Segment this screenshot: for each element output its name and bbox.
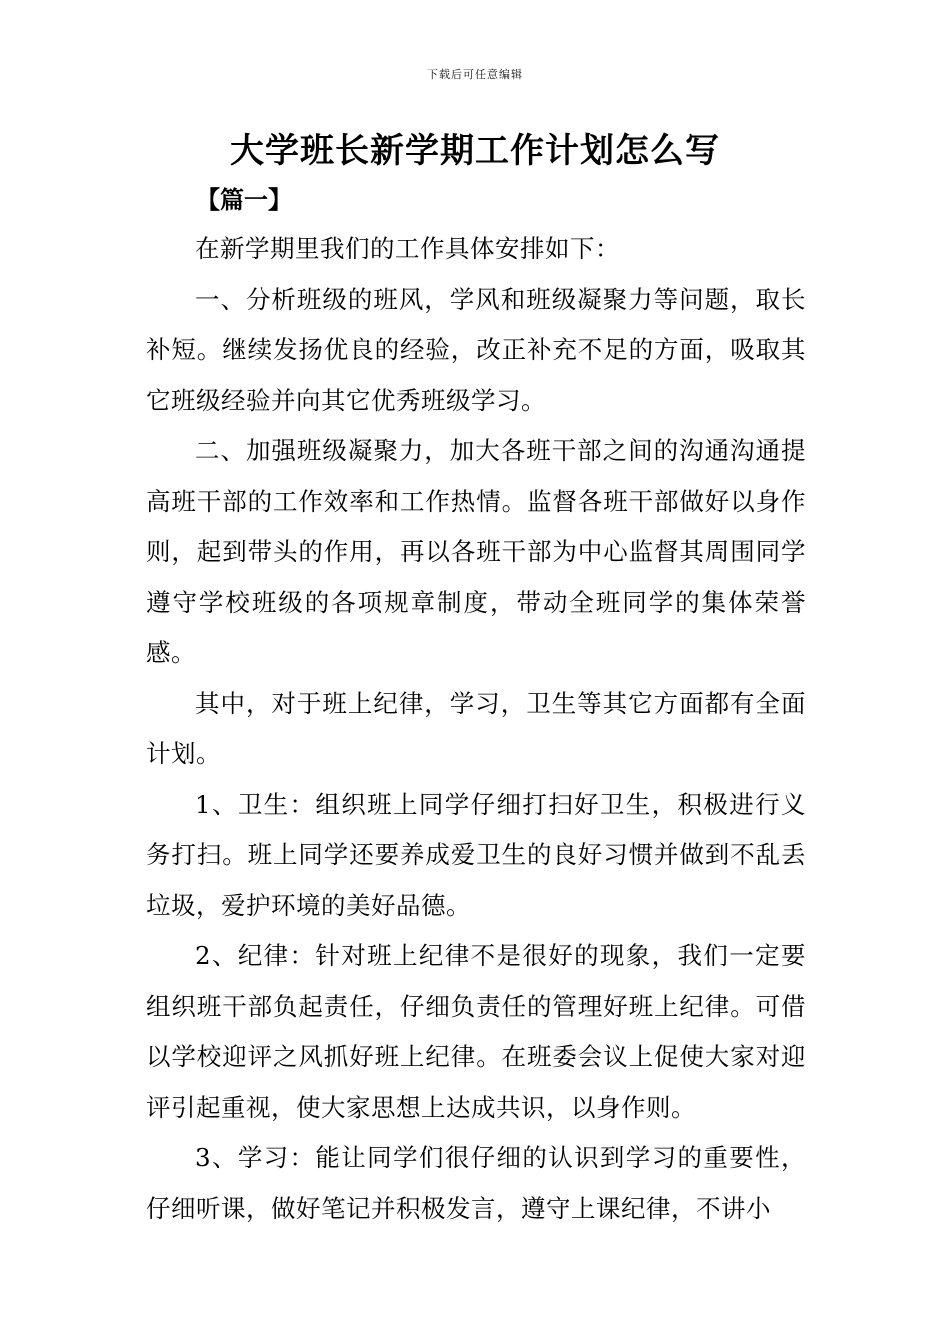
header-note: 下载后可任意编辑: [427, 68, 523, 81]
paragraph-hygiene: 1、卫生：组织班上同学仔细打扫好卫生，积极进行义务打扫。班上同学还要养成爱卫生的良好习惯并做到不乱丢垃圾，爱护环境的美好品德。: [146, 789, 806, 920]
paragraph-intro: 在新学期里我们的工作具体安排如下：: [195, 234, 620, 263]
section-label: 【篇一】: [196, 185, 292, 214]
paragraph-item-2: 二、加强班级凝聚力，加大各班干部之间的沟通沟通提高班干部的工作效率和工作热情。监督各班干部做好以身作则，起到带头的作用，再以各班干部为中心监督其周围同学遵守学校班级的各项规章制度，带动全班同学的集体荣誉感。: [146, 436, 806, 667]
paragraph-item-1: 一、分析班级的班风，学风和班级凝聚力等问题，取长补短。继续发扬优良的经验，改正补充不足的方面，吸取其它班级经验并向其它优秀班级学习。: [146, 284, 806, 415]
body-text: [146, 224, 806, 1234]
paragraph-study: 3、学习：能让同学们很仔细的认识到学习的重要性，仔细听课，做好笔记并积极发言，遵守上课纪律，不讲小: [146, 1143, 806, 1223]
paragraph-overview: 其中，对于班上纪律，学习，卫生等其它方面都有全面计划。: [146, 688, 806, 768]
paragraph-discipline: 2、纪律：针对班上纪律不是很好的现象，我们一定要组织班干部负起责任，仔细负责任的管理好班上纪律。可借以学校迎评之风抓好班上纪律。在班委会议上促使大家对迎评引起重视，使大家思想上达成共识，以身作则。: [146, 941, 806, 1122]
document-title: 大学班长新学期工作计划怎么写: [230, 131, 720, 171]
